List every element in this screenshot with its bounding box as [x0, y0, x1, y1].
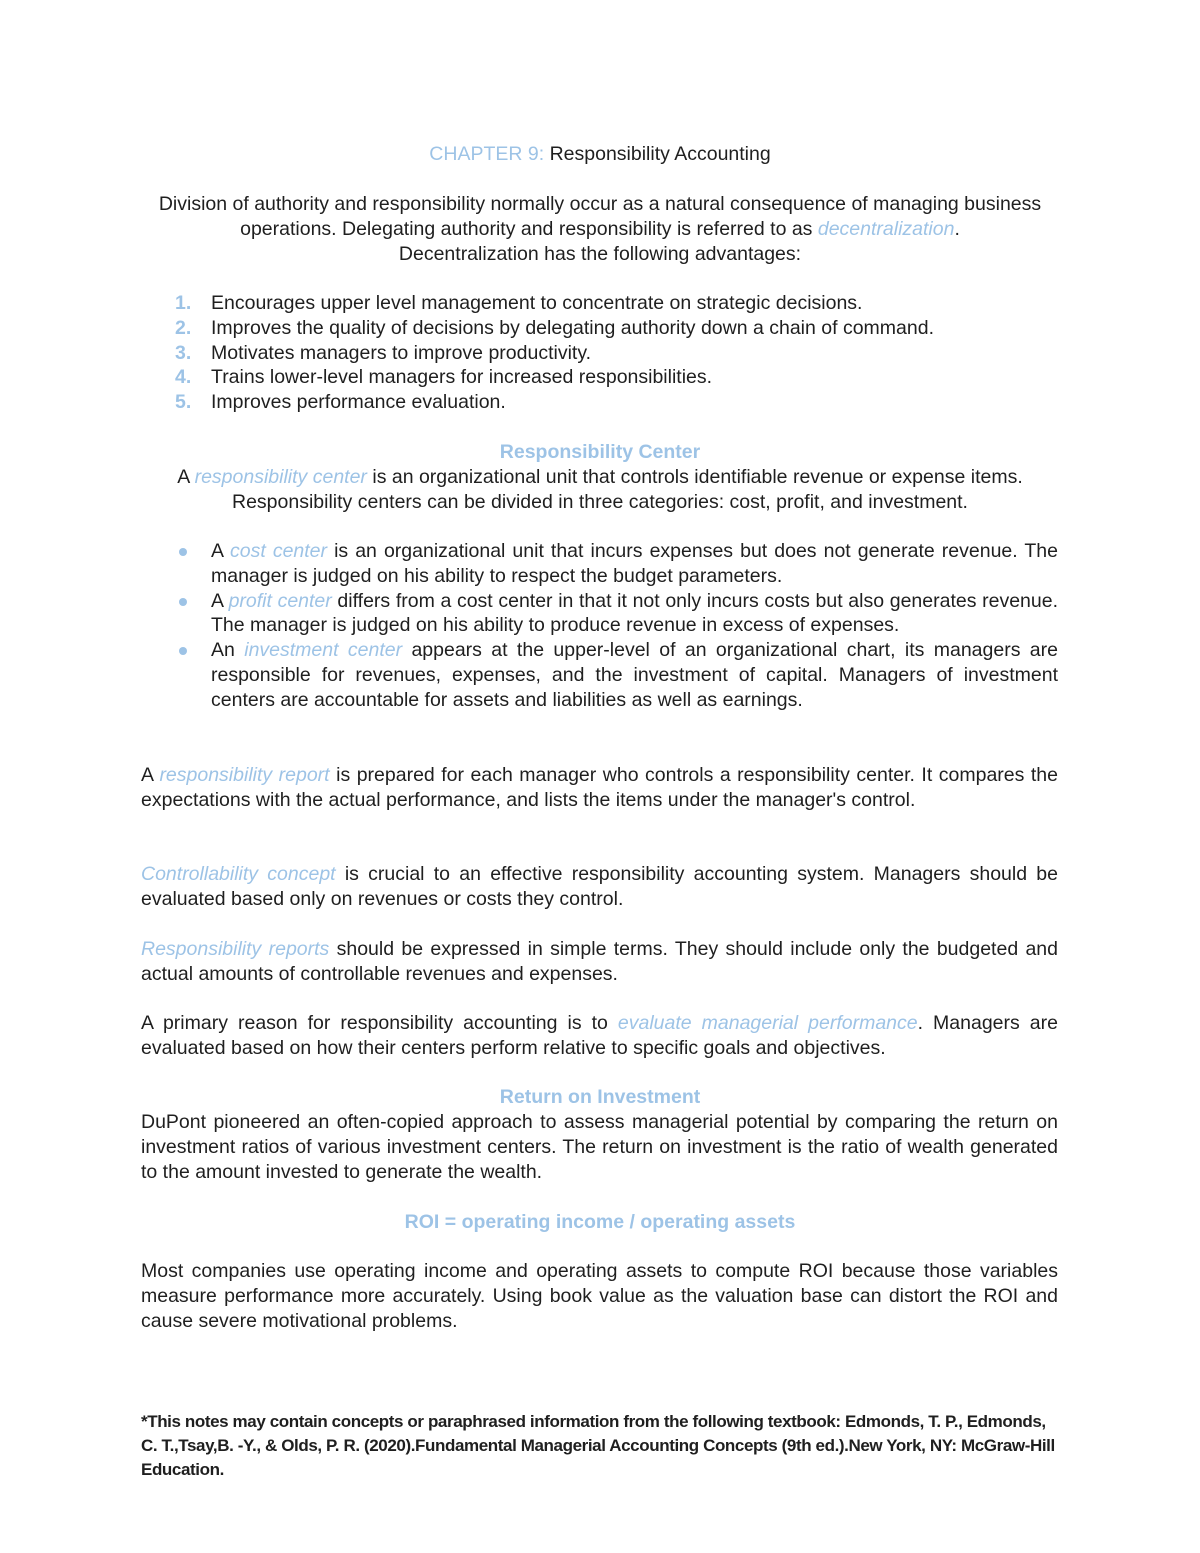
chapter-label: CHAPTER 9:	[429, 143, 545, 165]
list-text: Improves performance evaluation.	[211, 391, 506, 414]
list-item	[170, 316, 1050, 341]
text: A	[141, 764, 160, 786]
list-item	[170, 291, 1050, 316]
text: appears at the upper-level of an organizational chart, its managers are responsible for revenues, expenses, and the investment of capital. Managers of investment centers are accountable for assets and liabilities as well as earnings.	[211, 639, 1058, 711]
list-item	[176, 638, 1058, 712]
term: responsibility center	[194, 466, 367, 488]
text: is an organizational unit that incurs expenses but does not generate revenue. The manager is judged on his ability to respect the budget parameters.	[211, 540, 1058, 587]
section-heading: Return on Investment	[499, 1086, 701, 1108]
term: cost center	[230, 540, 328, 562]
text: is an organizational unit that controls identifiable revenue or expense items. Responsibility centers can be divided in three categories: cost, profit, and investment.	[232, 466, 1023, 513]
intro-paragraph	[150, 192, 1050, 266]
term: investment center	[244, 639, 403, 662]
dupont-paragraph: DuPont pioneered an often-copied approach to assess managerial potential by comparing the return on investment ratios of various investment centers. The return on investment is the ratio of wealth generated to the amount invested to generate the wealth.	[141, 1111, 1058, 1183]
term: profit center	[228, 589, 332, 612]
responsibility-report-paragraph	[141, 763, 1058, 813]
term: responsibility report	[159, 764, 330, 786]
intro-lead: Decentralization has the following advantages:	[398, 242, 802, 265]
list-item	[176, 539, 1058, 589]
list-text: Encourages upper level management to concentrate on strategic decisions.	[211, 292, 863, 314]
responsibility-reports-paragraph	[141, 937, 1058, 987]
text: is prepared for each manager who controls a responsibility center. It compares the expectations with the actual performance, and lists the items under the manager's control.	[141, 764, 1058, 811]
text: A	[211, 540, 230, 562]
primary-reason-paragraph	[141, 1011, 1058, 1061]
list-item	[176, 589, 1058, 639]
list-text	[211, 638, 1058, 712]
center-types-list	[176, 539, 1058, 713]
controllability-paragraph	[141, 862, 1058, 912]
chapter-topic: Responsibility Accounting	[544, 143, 771, 165]
text: A primary reason for responsibility accounting is to	[141, 1012, 618, 1034]
text: differs from a cost center in that it not only incurs costs but also generates revenue. The manager is judged on his ability to produce revenue in excess of expenses.	[211, 589, 1058, 637]
list-item	[170, 341, 1050, 366]
text: An	[211, 639, 245, 662]
intro-term: decentralization	[817, 217, 955, 240]
list-text: Motivates managers to improve productivity.	[211, 341, 592, 364]
list-text: Trains lower-level managers for increased responsibilities.	[211, 366, 713, 389]
list-number: 5.	[175, 391, 192, 414]
bullet-icon	[176, 589, 211, 639]
text: should be expressed in simple terms. They should include only the budgeted and actual amounts of controllable revenues and expenses.	[141, 938, 1058, 985]
term: evaluate managerial performance	[617, 1012, 918, 1034]
advantages-list	[170, 291, 1050, 415]
section-heading: Responsibility Center	[499, 441, 701, 463]
responsibility-center-definition	[150, 465, 1050, 515]
list-text: Improves the quality of decisions by delegating authority down a chain of command.	[211, 316, 934, 339]
list-item	[170, 390, 1050, 415]
bullet-icon	[176, 539, 211, 589]
intro-text: Division of authority and responsibility normally occur as a natural consequence of managing business operations. Delegating authority and responsibility is referred to as	[158, 193, 1042, 240]
text: A	[177, 466, 195, 488]
text: A	[211, 589, 229, 612]
text: is crucial to an effective responsibility accounting system. Managers should be evaluated based only on revenues or costs they control.	[141, 863, 1058, 910]
list-item	[170, 365, 1050, 390]
list-number: 3.	[175, 341, 192, 364]
list-text	[211, 589, 1058, 639]
chapter-title	[0, 142, 1200, 167]
text: . Managers are evaluated based on how their centers perform relative to specific goals and objectives.	[141, 1012, 1058, 1059]
roi-formula: ROI = operating income / operating assets	[404, 1211, 796, 1233]
list-text	[211, 539, 1058, 589]
list-number: 1.	[175, 292, 192, 314]
list-number: 4.	[175, 366, 192, 389]
bullet-icon	[176, 638, 211, 712]
roi-usage-paragraph: Most companies use operating income and operating assets to compute ROI because those variables measure performance more accurately. Using book value as the valuation base can distort the ROI and cause severe motivational problems.	[141, 1260, 1058, 1332]
list-number: 2.	[175, 316, 192, 339]
term: Responsibility reports	[141, 938, 330, 960]
term: Controllability concept	[141, 863, 336, 885]
intro-period: .	[954, 217, 960, 240]
footnote: *This notes may contain concepts or paraphrased information from the following textbook: Edmonds, T. P., Edmonds, C. T.,Tsay,B. -Y., & Olds, P. R. (2020).Fundamental Managerial Accounting Concepts (9th ed.).New York, NY: McGraw-Hill Education.	[141, 1412, 1055, 1479]
